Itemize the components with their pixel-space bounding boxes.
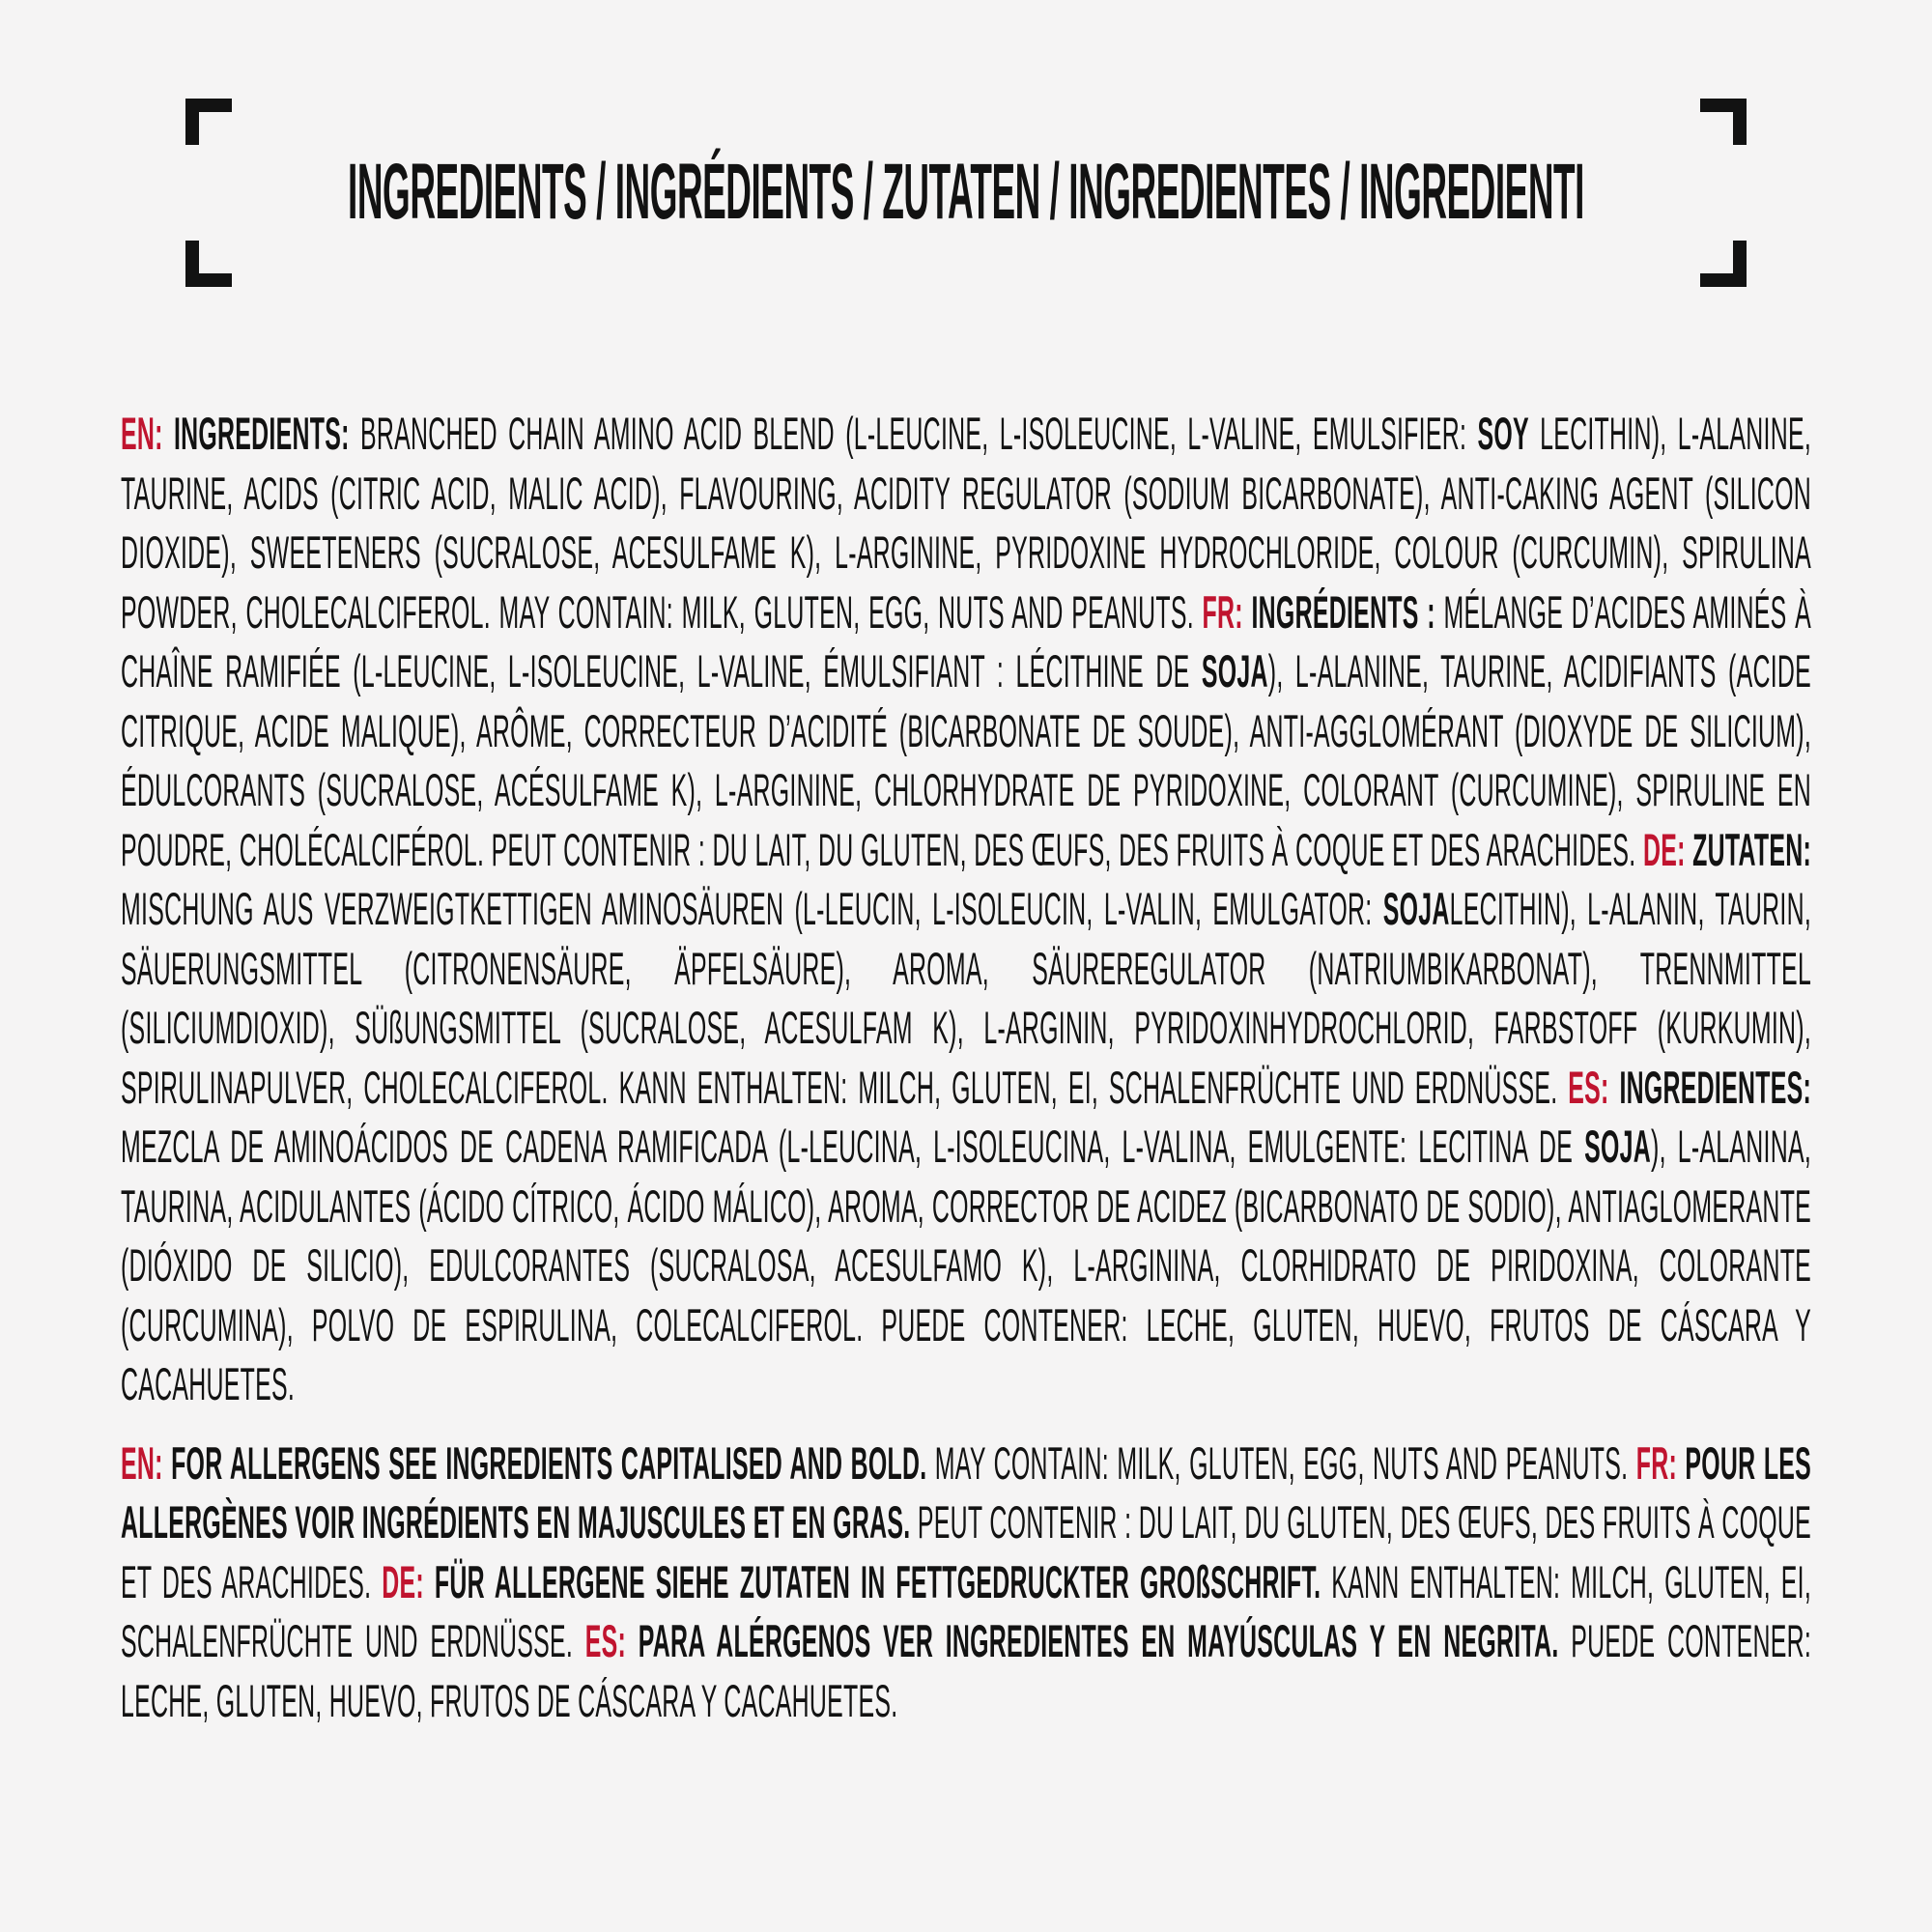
crop-mark-bottom-right-icon xyxy=(1700,241,1747,287)
text-segment: PUEDE CONTENER: LECHE, GLUTEN, HUEVO, FRUTOS DE CÁSCARA Y CACAHUETES. xyxy=(121,1615,1812,1726)
crop-mark-bottom-left-icon xyxy=(185,241,232,287)
text-segment: INGREDIENTES: xyxy=(1619,1061,1812,1113)
text-segment: DE: xyxy=(382,1555,435,1607)
text-segment: MÉLANGE D’ACIDES AMINÉS À CHAÎNE RAMIFIÉE (L-LEUCINE, L-ISOLEUCINE, L-VALINE, ÉMULSIFIANT : LÉCITHINE DE xyxy=(121,585,1812,696)
crop-mark-top-left-icon xyxy=(185,99,232,145)
text-segment: SOJA xyxy=(1382,883,1450,934)
text-segment: KANN ENTHALTEN: MILCH, GLUTEN, EI, SCHALENFRÜCHTE UND ERDNÜSSE. xyxy=(121,1555,1812,1666)
text-segment: PARA ALÉRGENOS VER INGREDIENTES EN MAYÚSCULAS Y EN NEGRITA. xyxy=(638,1615,1572,1666)
text-segment: POUR LES ALLERGÈNES VOIR INGRÉDIENTS EN MAJUSCULES ET EN GRAS. xyxy=(121,1436,1812,1548)
crop-mark-top-right-icon xyxy=(1700,99,1747,145)
title-row xyxy=(0,149,1932,242)
text-segment: ), L-ALANINE, TAURINE, ACIDIFIANTS (ACIDE CITRIQUE, ACIDE MALIQUE), ARÔME, CORRECTEUR D’ACIDITÉ (BICARBONATE DE SOUDE), ANTI-AGGLOMÉRANT (DIOXYDE DE SILICIUM), ÉDULCORANTS (SUCRALOSE, ACÉSULFAME K), L-ARGININE, CHLORHYDRATE DE PYRIDOXINE, COLORANT (CURCUMINE), SPIRULINE EN POUDRE, CHOLÉCALCIFÉROL. PEUT CONTENIR : DU LAIT, DU GLUTEN, DES ŒUFS, DES FRUITS À COQUE ET DES ARACHIDES. xyxy=(121,645,1812,875)
text-segment: SOJA xyxy=(1201,645,1268,696)
text-segment: SOY xyxy=(1477,408,1529,459)
condensed-text-wrapper xyxy=(121,404,1811,1730)
text-segment: PEUT CONTENIR : DU LAIT, DU GLUTEN, DES ŒUFS, DES FRUITS À COQUE ET DES ARACHIDES. xyxy=(121,1496,1812,1607)
allergen-statement-paragraph xyxy=(121,1434,1811,1731)
text-segment: INGRÉDIENTS : xyxy=(1251,585,1444,638)
text-segment: ES: xyxy=(1568,1061,1620,1113)
ingredients-paragraph xyxy=(121,404,1811,1414)
text-segment: FÜR ALLERGENE SIEHE ZUTATEN IN FETTGEDRUCKTER GROßSCHRIFT. xyxy=(434,1555,1332,1607)
text-segment: EN: xyxy=(121,408,174,459)
page-title: INGREDIENTS / INGRÉDIENTS / ZUTATEN / INGREDIENTES / INGREDIENTI xyxy=(348,148,1584,236)
label-text-block xyxy=(121,404,1811,1730)
text-segment: BRANCHED CHAIN AMINO ACID BLEND (L-LEUCINE, L-ISOLEUCINE, L-VALINE, EMULSIFIER: xyxy=(359,408,1478,459)
text-segment: ZUTATEN: xyxy=(1692,823,1812,875)
text-segment: INGREDIENTS: xyxy=(173,408,360,459)
text-segment: ), L-ALANINA, TAURINA, ACIDULANTES (ÁCIDO CÍTRICO, ÁCIDO MÁLICO), AROMA, CORRECTOR DE ACIDEZ (BICARBONATO DE SODIO), ANTIAGLOMERANTE (DIÓXIDO DE SILICIO), EDULCORANTES (SUCRALOSA, ACESULFAMO K), L-ARGININA, CLORHIDRATO DE PIRIDOXINA, COLORANTE (CURCUMINA), POLVO DE ESPIRULINA, COLECALCIFEROL. PUEDE CONTENER: LECHE, GLUTEN, HUEVO, FRUTOS DE CÁSCARA Y CACAHUETES. xyxy=(121,1121,1812,1409)
text-segment: DE: xyxy=(1642,823,1693,875)
text-segment: FR: xyxy=(1202,585,1252,638)
text-segment: ES: xyxy=(584,1615,639,1666)
text-segment: FR: xyxy=(1635,1436,1686,1489)
text-segment: MISCHUNG AUS VERZWEIGTKETTIGEN AMINOSÄUREN (L-LEUCIN, L-ISOLEUCIN, L-VALIN, EMULGATOR: xyxy=(121,883,1383,934)
text-segment: MAY CONTAIN: MILK, GLUTEN, EGG, NUTS AND PEANUTS. xyxy=(934,1436,1636,1489)
text-segment: EN: xyxy=(121,1436,172,1489)
text-segment: FOR ALLERGENS SEE INGREDIENTS CAPITALISED AND BOLD. xyxy=(171,1436,935,1489)
text-segment: SOJA xyxy=(1584,1121,1652,1172)
text-segment: LECITHIN), L-ALANINE, TAURINE, ACIDS (CITRIC ACID, MALIC ACID), FLAVOURING, ACIDITY REGULATOR (SODIUM BICARBONATE), ANTI-CAKING AGENT (SILICON DIOXIDE), SWEETENERS (SUCRALOSE, ACESULFAME K), L-ARGININE, PYRIDOXINE HYDROCHLORIDE, COLOUR (CURCUMIN), SPIRULINA POWDER, CHOLECALCIFEROL. MAY CONTAIN: MILK, GLUTEN, EGG, NUTS AND PEANUTS. xyxy=(121,408,1812,638)
text-segment: MEZCLA DE AMINOÁCIDOS DE CADENA RAMIFICADA (L-LEUCINA, L-ISOLEUCINA, L-VALINA, EMULGENTE: LECITINA DE xyxy=(121,1121,1585,1172)
text-segment: LECITHIN), L-ALANIN, TAURIN, SÄUERUNGSMITTEL (CITRONENSÄURE, ÄPFELSÄURE), AROMA, SÄUREREGULATOR (NATRIUMBIKARBONAT), TRENNMITTEL (SILICIUMDIOXID), SÜßUNGSMITTEL (SUCRALOSE, ACESULFAM K), L-ARGININ, PYRIDOXINHYDROCHLORID, FARBSTOFF (KURKUMIN), SPIRULINAPULVER, CHOLECALCIFEROL. KANN ENTHALTEN: MILCH, GLUTEN, EI, SCHALENFRÜCHTE UND ERDNÜSSE. xyxy=(121,883,1812,1113)
